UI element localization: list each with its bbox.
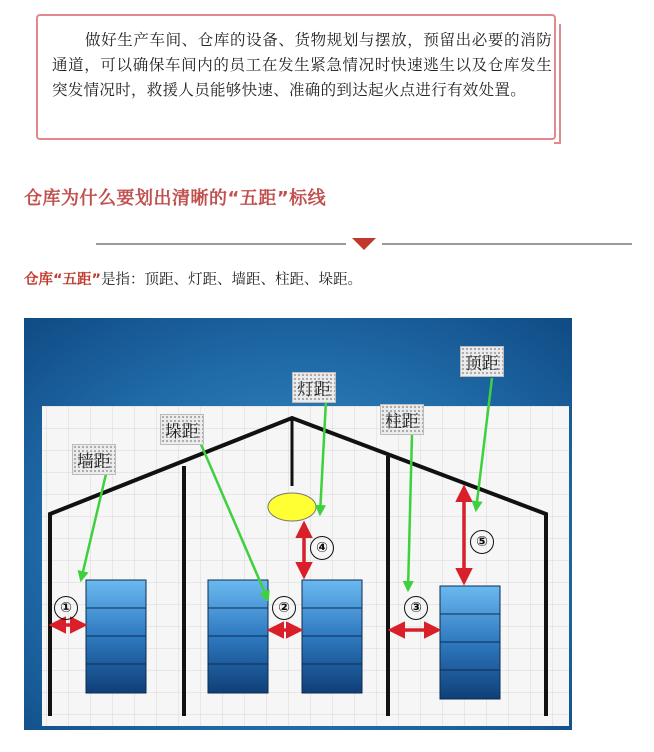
marker-2: ②: [272, 596, 296, 620]
five-distance-definition: [24, 268, 362, 289]
divider-line-left: [96, 243, 346, 245]
section-title: 仓库为什么要划出清晰的“五距”标线: [24, 188, 327, 209]
divider-triangle-icon: [352, 238, 376, 250]
column-distance-label: 柱距: [380, 404, 424, 435]
lamp-distance-label: 灯距: [292, 372, 336, 403]
intro-note-text: 做好生产车间、仓库的设备、货物规划与摆放，预留出必要的消防通道，可以确保车间内的员工在发生紧急情况时快速逃生以及仓库发生突发情况时，救援人员能够快速、准确的到达起火点进行有效处置。: [52, 31, 552, 99]
lamp-icon: [268, 493, 316, 521]
stack-4: [440, 586, 500, 699]
section-divider: [96, 236, 632, 252]
stack-distance-label: 垛距: [160, 414, 204, 445]
definition-highlight: 仓库“五距”: [24, 272, 102, 288]
divider-line-right: [382, 243, 632, 245]
marker-1: ①: [54, 596, 78, 620]
marker-4: ④: [310, 536, 334, 560]
top-distance-label: 顶距: [460, 346, 504, 377]
marker-5: ⑤: [470, 530, 494, 554]
definition-text: 是指：顶距、灯距、墙距、柱距、垛距。: [101, 272, 363, 288]
stack-1: [86, 580, 146, 693]
stack-2: [208, 580, 268, 693]
intro-note-box: [36, 14, 556, 140]
five-distance-diagram: [24, 318, 572, 730]
stack-3: [302, 580, 362, 693]
marker-3: ③: [404, 596, 428, 620]
wall-distance-label: 墙距: [72, 444, 116, 475]
